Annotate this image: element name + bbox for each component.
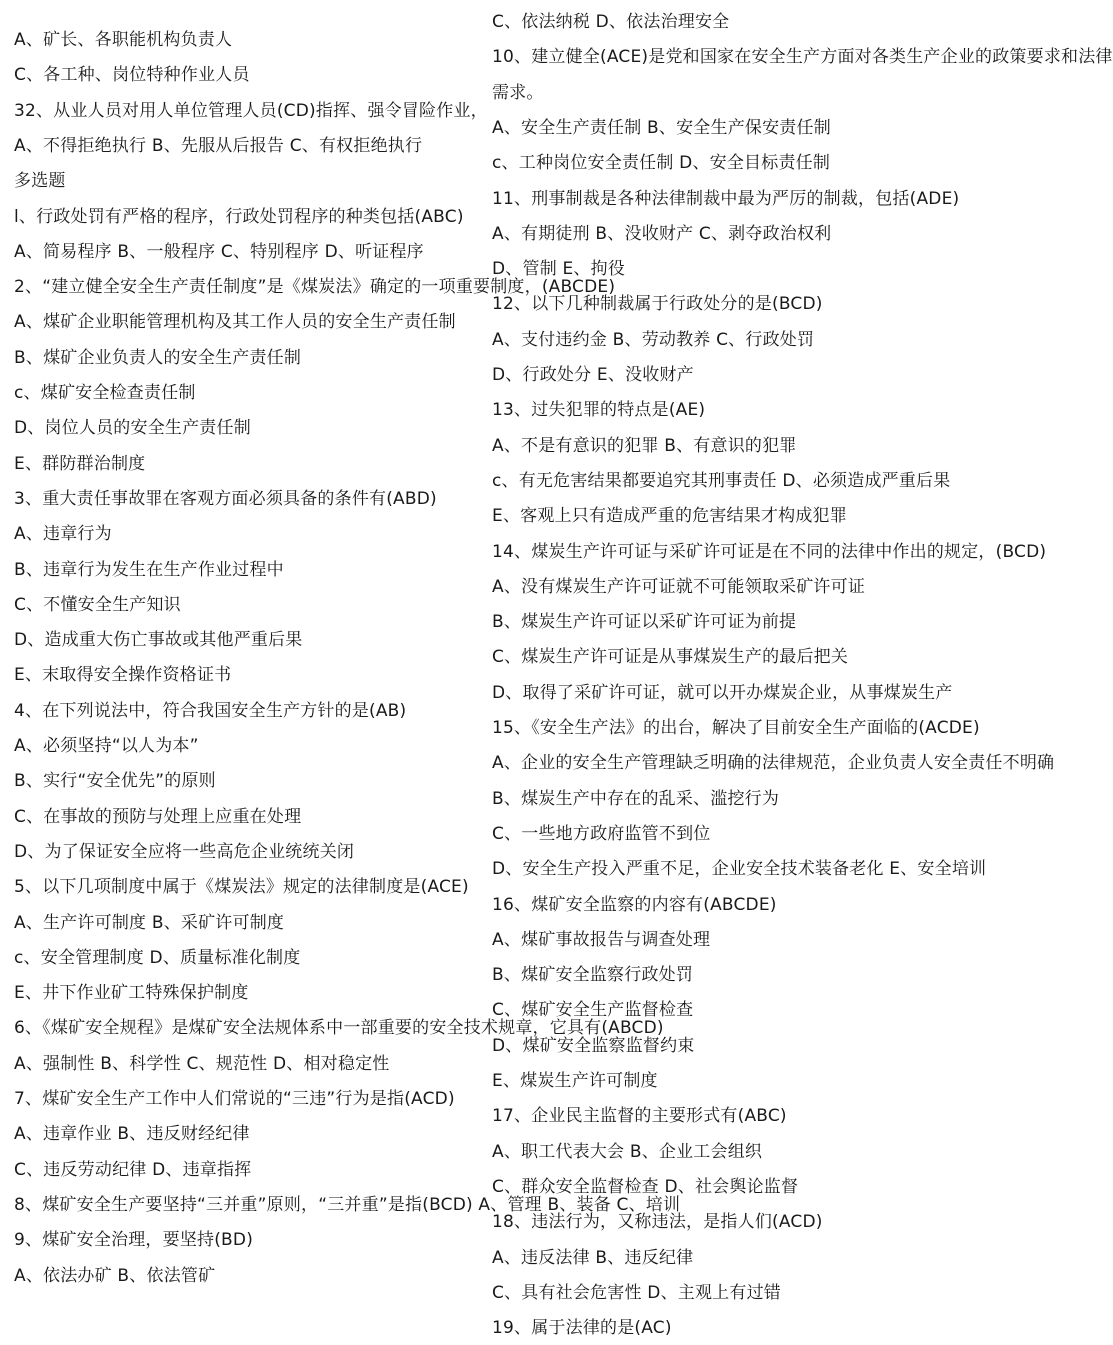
text-line: A、职工代表大会 B、企业工会组织	[492, 1141, 763, 1162]
text-line: 2、“建立健全安全生产责任制度”是《煤炭法》确定的一项重要制度，(ABCDE)	[14, 277, 616, 298]
text-line: D、煤矿安全监察监督约束	[492, 1035, 695, 1056]
text-line: 32、从业人员对用人单位管理人员(CD)指挥、强令冒险作业，	[14, 100, 488, 121]
text-line: 3、重大责任事故罪在客观方面必须具备的条件有(ABD)	[14, 488, 437, 509]
text-line: D、管制 E、拘役	[492, 259, 626, 280]
text-line: A、违章行为	[14, 524, 112, 545]
text-line: B、煤炭生产中存在的乱采、滥挖行为	[492, 788, 780, 809]
text-line: 8、煤矿安全生产要坚持“三并重”原则，“三并重”是指(BCD) A、管理 B、装备 C、培训	[14, 1194, 681, 1215]
text-line: 7、煤矿安全生产工作中人们常说的“三违”行为是指(ACD)	[14, 1089, 455, 1109]
text-line: 需求。	[492, 82, 544, 103]
text-line: B、煤炭生产许可证以采矿许可证为前提	[492, 612, 797, 633]
text-line: A、矿长、各职能机构负责人	[14, 30, 233, 50]
text-line: A、煤矿事故报告与调查处理	[492, 929, 711, 950]
text-line: C、违反劳动纪律 D、违章指挥	[14, 1159, 252, 1180]
text-line: A、必须坚持“以人为本”	[14, 736, 199, 756]
text-line: 多选题	[14, 171, 66, 192]
text-line: 11、刑事制裁是各种法律制裁中最为严厉的制裁，包括(ADE)	[492, 188, 960, 209]
text-line: A、生产许可制度 B、采矿许可制度	[14, 912, 285, 933]
text-line: E、煤炭生产许可制度	[492, 1071, 658, 1091]
text-line: D、取得了采矿许可证，就可以开办煤炭企业，从事煤炭生产	[492, 682, 953, 703]
text-line: C、群众安全监督检查 D、社会舆论监督	[492, 1176, 799, 1197]
text-line: 16、煤矿安全监察的内容有(ABCDE)	[492, 894, 777, 915]
text-line: c、安全管理制度 D、质量标准化制度	[14, 947, 301, 968]
text-line: C、不懂安全生产知识	[14, 594, 181, 615]
text-line: 15、《安全生产法》的出台，解决了目前安全生产面临的(ACDE)	[492, 718, 980, 738]
text-line: A、支付违约金 B、劳动教养 C、行政处罚	[492, 329, 815, 350]
text-line: C、各工种、岗位特种作业人员	[14, 65, 250, 86]
text-line: C、煤炭生产许可证是从事煤炭生产的最后把关	[492, 647, 849, 668]
text-line: A、煤矿企业职能管理机构及其工作人员的安全生产责任制	[14, 312, 456, 333]
text-line: C、具有社会危害性 D、主观上有过错	[492, 1282, 781, 1303]
right-column	[492, 0, 1113, 1345]
text-line: B、违章行为发生在生产作业过程中	[14, 559, 284, 580]
text-line: 12、以下几种制裁属于行政处分的是(BCD)	[492, 294, 823, 315]
text-line: A、简易程序 B、一般程序 C、特别程序 D、听证程序	[14, 241, 424, 262]
text-line: A、没有煤炭生产许可证就不可能领取采矿许可证	[492, 576, 866, 597]
text-line: A、企业的安全生产管理缺乏明确的法律规范，企业负责人安全责任不明确	[492, 753, 1055, 774]
text-line: c、煤矿安全检查责任制	[14, 383, 196, 403]
text-line: E、井下作业矿工特殊保护制度	[14, 983, 249, 1004]
text-line: c、有无危害结果都要追究其刑事责任 D、必须造成严重后果	[492, 470, 951, 491]
text-line: A、不得拒绝执行 B、先服从后报告 C、有权拒绝执行	[14, 135, 423, 156]
text-line: D、安全生产投入严重不足，企业安全技术装备老化 E、安全培训	[492, 859, 987, 880]
text-line: l、行政处罚有严格的程序，行政处罚程序的种类包括(ABC)	[14, 206, 464, 227]
text-line: E、群防群治制度	[14, 453, 146, 474]
text-line: A、有期徒刑 B、没收财产 C、剥夺政治权利	[492, 223, 832, 244]
text-line: 4、在下列说法中，符合我国安全生产方针的是(AB)	[14, 700, 407, 721]
text-line: 19、属于法律的是(AC)	[492, 1318, 672, 1339]
text-line: A、依法办矿 B、依法管矿	[14, 1265, 216, 1286]
text-line: B、煤矿企业负责人的安全生产责任制	[14, 347, 302, 368]
text-line: D、造成重大伤亡事故或其他严重后果	[14, 630, 303, 651]
text-line: E、客观上只有造成严重的危害结果才构成犯罪	[492, 506, 847, 527]
text-line: 14、煤炭生产许可证与采矿许可证是在不同的法律中作出的规定，(BCD)	[492, 541, 1047, 562]
text-line: C、一些地方政府监管不到位	[492, 823, 711, 844]
text-line: c、工种岗位安全责任制 D、安全目标责任制	[492, 153, 831, 174]
text-line: 9、煤矿安全治理，要坚持(BD)	[14, 1230, 254, 1251]
text-line: B、实行“安全优先”的原则	[14, 771, 216, 792]
text-line: C、煤矿安全生产监督检查	[492, 1000, 694, 1021]
text-line: 6、《煤矿安全规程》是煤矿安全法规体系中一部重要的安全技术规章，它具有(ABCD)	[14, 1018, 664, 1039]
text-line: A、强制性 B、科学性 C、规范性 D、相对稳定性	[14, 1053, 390, 1074]
text-line: C、在事故的预防与处理上应重在处理	[14, 806, 302, 827]
text-line: A、不是有意识的犯罪 B、有意识的犯罪	[492, 435, 797, 456]
text-line: 17、企业民主监督的主要形式有(ABC)	[492, 1106, 787, 1127]
text-line: E、末取得安全操作资格证书	[14, 665, 232, 686]
text-line: D、为了保证安全应将一些高危企业统统关闭	[14, 841, 355, 862]
text-line: D、行政处分 E、没收财产	[492, 365, 694, 385]
text-line: C、依法纳税 D、依法治理安全	[492, 12, 730, 32]
text-line: A、违反法律 B、违反纪律	[492, 1247, 694, 1268]
text-line: 10、建立健全(ACE)是党和国家在安全生产方面对各类生产企业的政策要求和法律	[492, 47, 1113, 68]
text-line: 5、以下几项制度中属于《煤炭法》规定的法律制度是(ACE)	[14, 877, 469, 898]
text-line: D、岗位人员的安全生产责任制	[14, 418, 251, 439]
text-line: A、安全生产责任制 B、安全生产保安责任制	[492, 117, 831, 138]
text-line: B、煤矿安全监察行政处罚	[492, 965, 694, 986]
text-line: A、违章作业 B、违反财经纪律	[14, 1124, 250, 1145]
text-line: 13、过失犯罪的特点是(AE)	[492, 400, 706, 421]
text-line: 18、违法行为，又称违法，是指人们(ACD)	[492, 1212, 823, 1233]
